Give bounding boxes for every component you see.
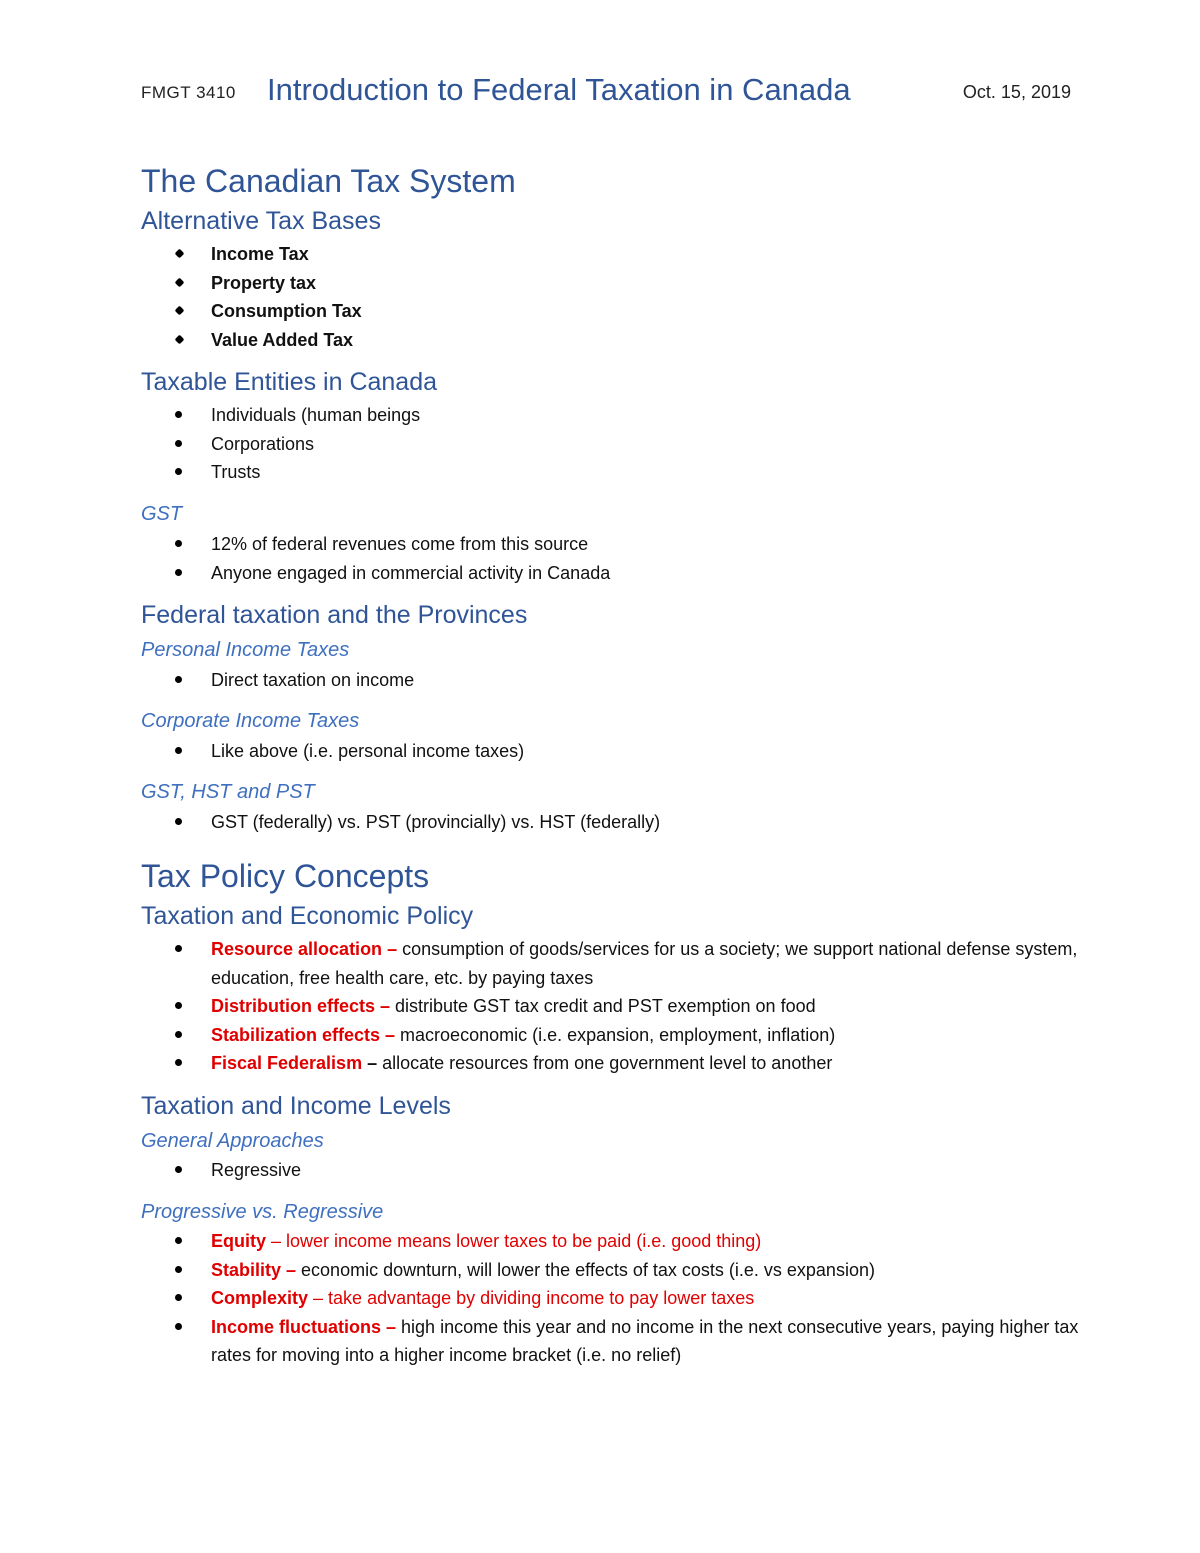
heading-taxable-entities: Taxable Entities in Canada — [141, 368, 438, 396]
bullet-icon — [175, 411, 182, 418]
list-item: Like above (i.e. personal income taxes) — [0, 737, 524, 766]
document-title: Introduction to Federal Taxation in Canada — [267, 72, 851, 107]
heading-federal-provinces: Federal taxation and the Provinces — [141, 601, 528, 629]
bullet-icon — [175, 1323, 182, 1330]
list-economic-policy — [0, 935, 1081, 1078]
bullet-icon — [175, 440, 182, 447]
heading-corporate-income-taxes: Corporate Income Taxes — [141, 710, 360, 732]
list-gst — [0, 530, 610, 587]
list-item: Regressive — [0, 1156, 301, 1185]
bullet-icon — [175, 306, 185, 316]
heading-income-levels: Taxation and Income Levels — [141, 1092, 451, 1120]
bullet-icon — [175, 540, 182, 547]
document-date: Oct. 15, 2019 — [962, 82, 1071, 102]
list-item: Distribution effects – distribute GST tax credit and PST exemption on food — [0, 992, 1081, 1021]
list-general-approaches — [0, 1156, 301, 1185]
list-item: Stabilization effects – macroeconomic (i.e. expansion, employment, inflation) — [0, 1021, 1081, 1050]
list-item: Consumption Tax — [0, 297, 362, 326]
bullet-icon — [175, 569, 182, 576]
heading-general-approaches: General Approaches — [141, 1130, 324, 1152]
bullet-icon — [175, 1002, 182, 1009]
bullet-icon — [175, 747, 182, 754]
list-item: Resource allocation – consumption of goods/services for us a society; we support national defense system, education, free health care, etc. by paying taxes — [0, 935, 1081, 992]
bullet-icon — [175, 1031, 182, 1038]
heading-personal-income-taxes: Personal Income Taxes — [141, 639, 350, 661]
list-item: Value Added Tax — [0, 326, 362, 355]
list-item: Income fluctuations – high income this year and no income in the next consecutive years, paying higher tax rates for moving into a higher income bracket (i.e. no relief) — [0, 1313, 1081, 1370]
bullet-icon — [175, 1237, 182, 1244]
bullet-icon — [175, 945, 182, 952]
list-gst-hst-pst — [0, 808, 660, 837]
bullet-icon — [175, 334, 185, 344]
bullet-icon — [175, 676, 182, 683]
bullet-icon — [175, 818, 182, 825]
list-item: Direct taxation on income — [0, 666, 414, 695]
list-item: Anyone engaged in commercial activity in Canada — [0, 559, 610, 588]
heading-gst-hst-pst: GST, HST and PST — [141, 781, 315, 803]
page-header — [141, 72, 1071, 112]
section-title-tax-system: The Canadian Tax System — [141, 163, 516, 199]
list-item: Corporations — [0, 430, 420, 459]
course-code: FMGT 3410 — [141, 83, 236, 102]
heading-gst: GST — [141, 503, 183, 525]
list-item: Trusts — [0, 458, 420, 487]
list-alternative-tax-bases — [0, 240, 362, 354]
heading-alternative-tax-bases: Alternative Tax Bases — [141, 207, 381, 235]
list-personal-income-taxes — [0, 666, 414, 695]
bullet-icon — [175, 468, 182, 475]
heading-progressive-regressive: Progressive vs. Regressive — [141, 1201, 384, 1223]
list-item: Equity – lower income means lower taxes to be paid (i.e. good thing) — [0, 1227, 1081, 1256]
bullet-icon — [175, 1059, 182, 1066]
list-item: Property tax — [0, 269, 362, 298]
heading-economic-policy: Taxation and Economic Policy — [141, 902, 474, 930]
list-item: Complexity – take advantage by dividing income to pay lower taxes — [0, 1284, 1081, 1313]
list-item: GST (federally) vs. PST (provincially) vs. HST (federally) — [0, 808, 660, 837]
list-item: Individuals (human beings — [0, 401, 420, 430]
list-item: Fiscal Federalism – allocate resources from one government level to another — [0, 1049, 1081, 1078]
list-progressive-regressive — [0, 1227, 1081, 1370]
section-title-tax-policy: Tax Policy Concepts — [141, 858, 430, 894]
bullet-icon — [175, 1166, 182, 1173]
list-corporate-income-taxes — [0, 737, 524, 766]
list-item: Stability – economic downturn, will lower the effects of tax costs (i.e. vs expansion) — [0, 1256, 1081, 1285]
bullet-icon — [175, 249, 185, 259]
list-taxable-entities — [0, 401, 420, 487]
bullet-icon — [175, 1294, 182, 1301]
list-item: 12% of federal revenues come from this source — [0, 530, 610, 559]
bullet-icon — [175, 277, 185, 287]
bullet-icon — [175, 1266, 182, 1273]
list-item: Income Tax — [0, 240, 362, 269]
